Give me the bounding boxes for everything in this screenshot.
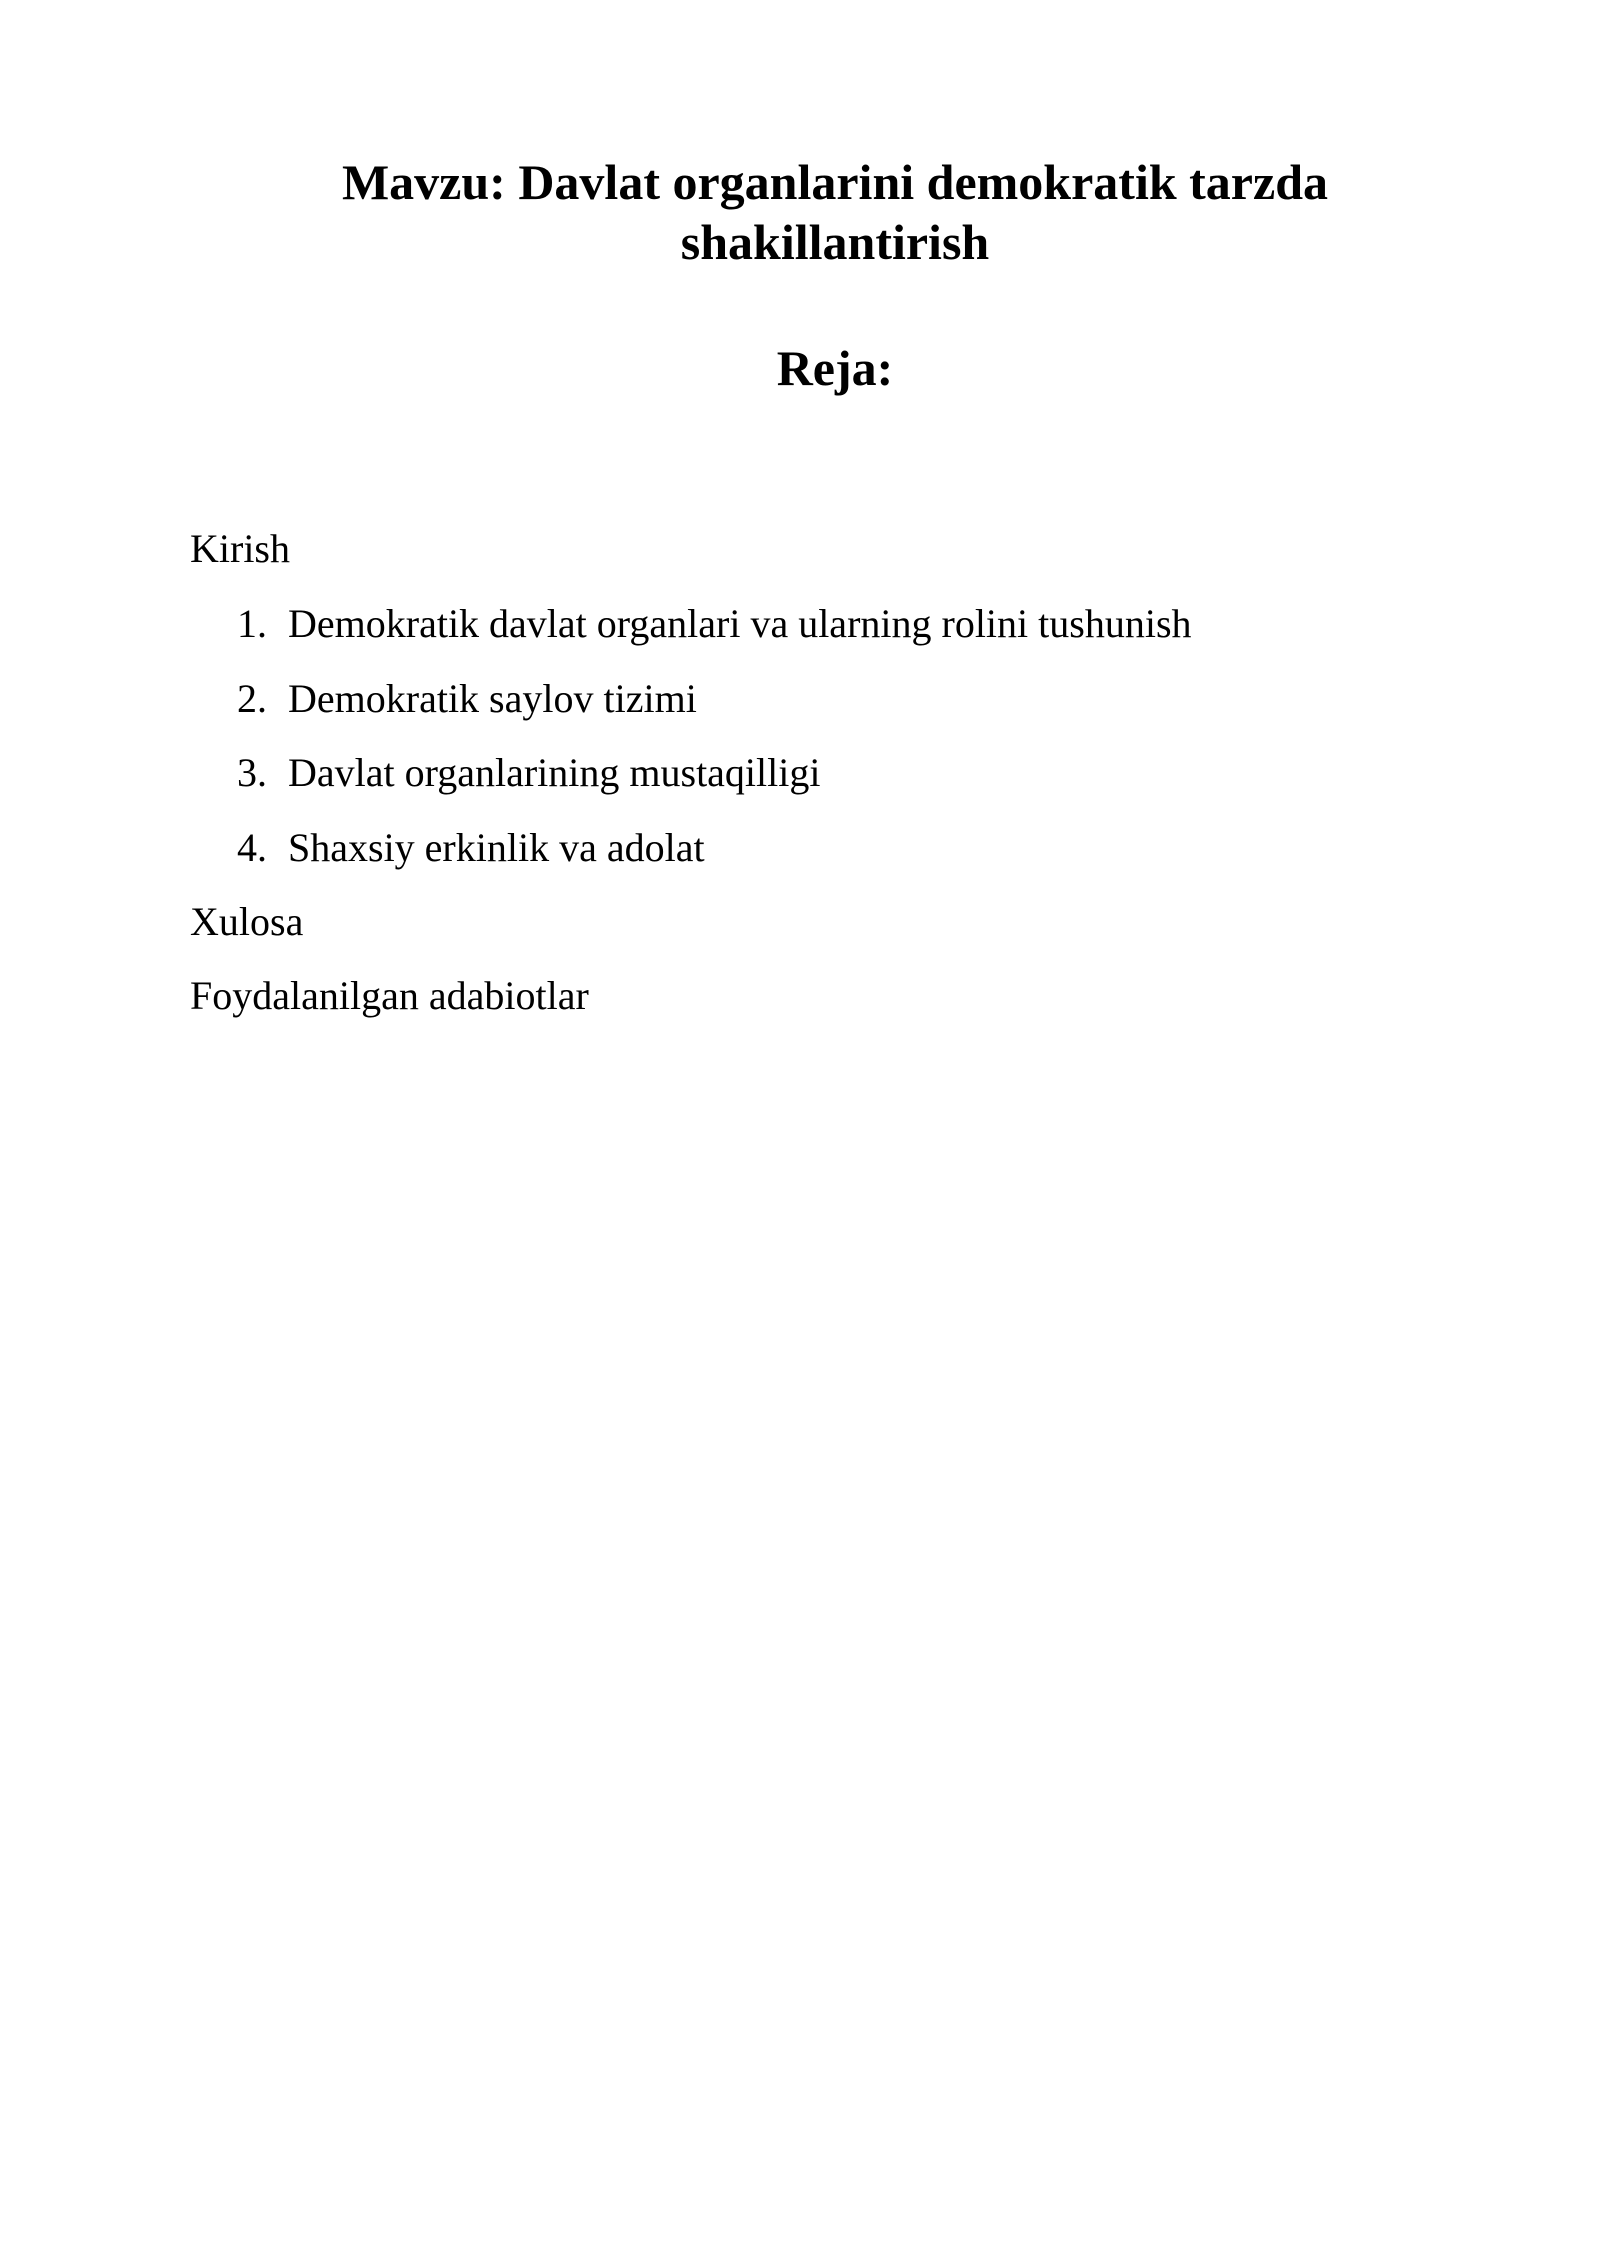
outline-item-number: 2. <box>237 675 267 721</box>
conclusion-line: Xulosa <box>190 899 304 944</box>
outline-item-text: Davlat organlarining mustaqilligi <box>288 750 821 795</box>
outline-item-text: Demokratik davlat organlari va ularning rolini tushunish <box>288 601 1192 646</box>
document-title: Mavzu: Davlat organlarini demokratik tarzda shakillantirish <box>341 154 1328 270</box>
outline-item-number: 4. <box>237 824 267 870</box>
outline-item-text: Shaxsiy erkinlik va adolat <box>288 824 705 870</box>
outline-item-number: 3. <box>237 750 267 795</box>
references-line: Foydalanilgan adabiotlar <box>190 973 589 1018</box>
plan-heading: Reja: <box>776 340 894 396</box>
outline-item-number: 1. <box>237 601 267 646</box>
outline-item-text: Demokratik saylov tizimi <box>288 675 697 721</box>
intro-line: Kirish <box>190 526 290 571</box>
